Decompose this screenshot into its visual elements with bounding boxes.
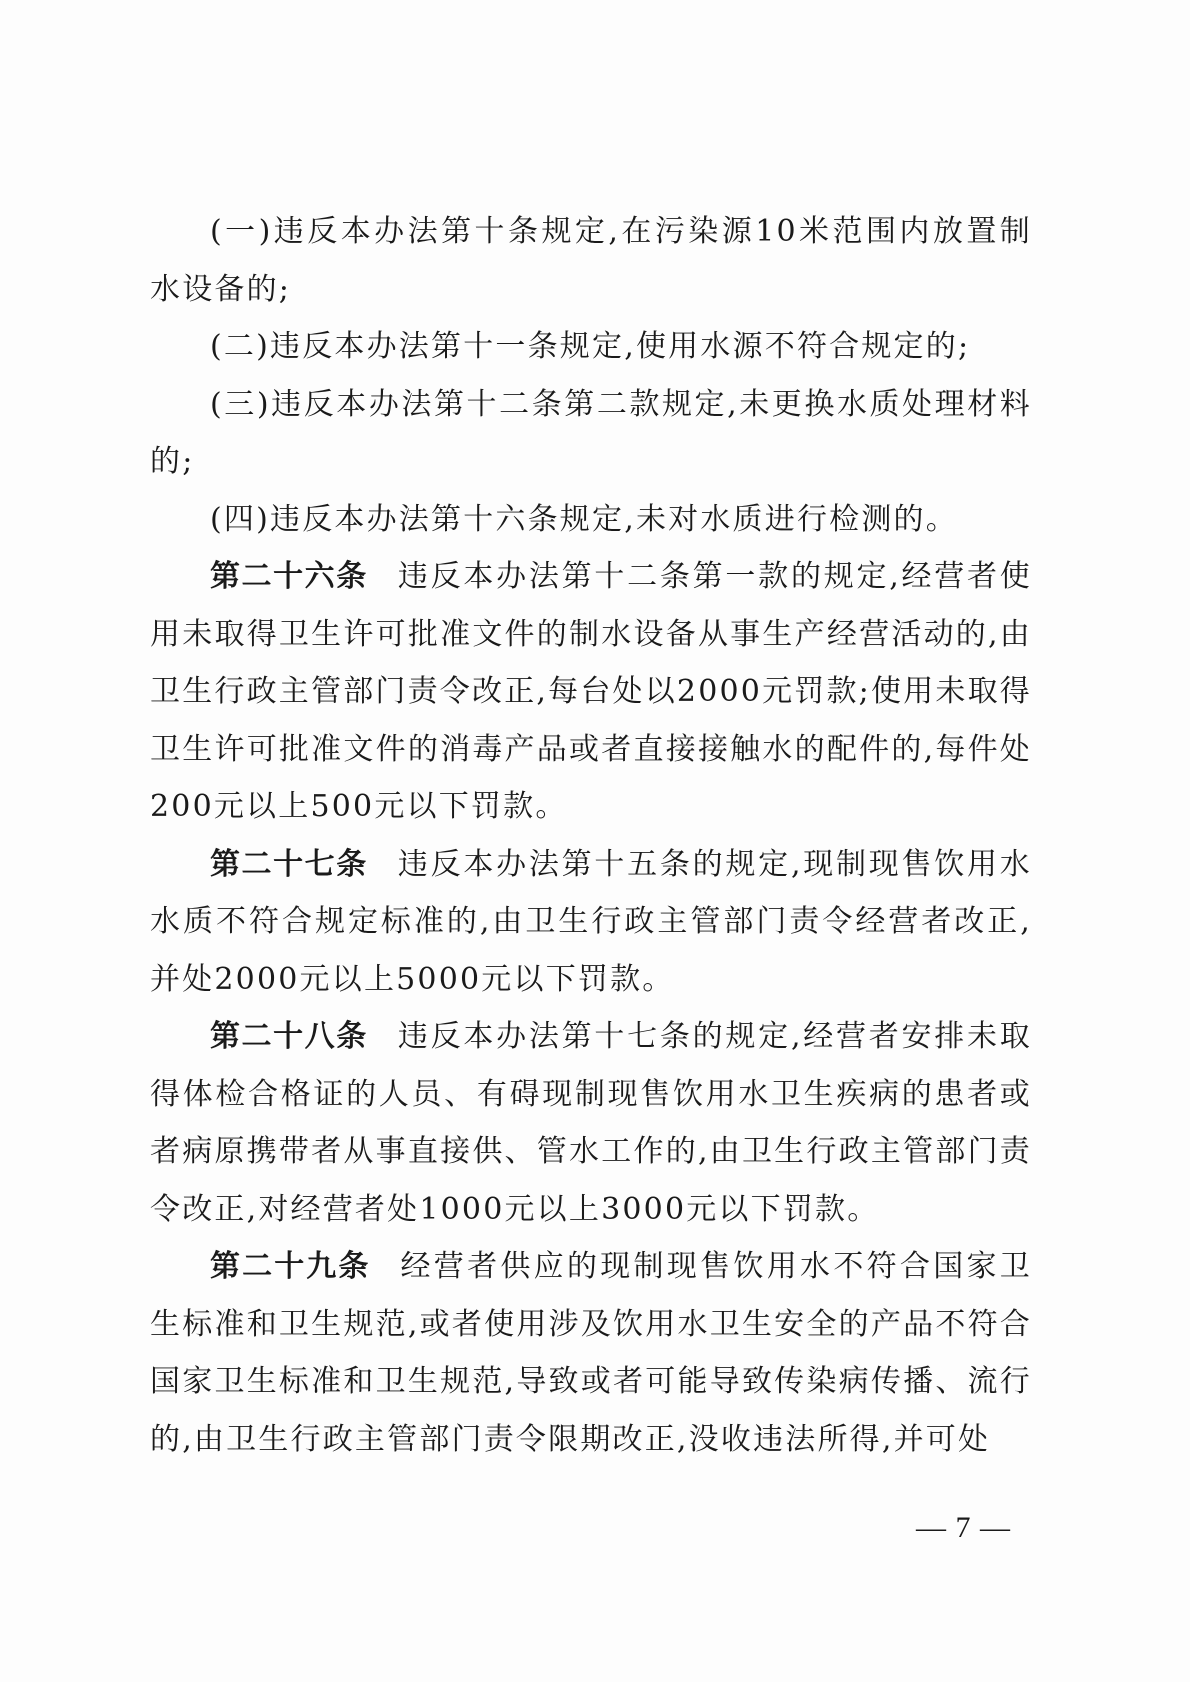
article-text: 经营者供应的现制现售饮用水不符合国家卫生标准和卫生规范,或者使用涉及饮用水卫生安全的产品不符合国家卫生标准和卫生规范,导致或者可能导致传染病传播、流行的,由卫生行政主管部门责令限期改正,没收违法所得,并可处	[150, 1249, 1032, 1457]
article-number: 第二十七条	[210, 846, 368, 882]
body-text	[150, 203, 1032, 1468]
article-number: 第二十九条	[210, 1249, 371, 1284]
list-item-3	[150, 376, 1032, 491]
item-text: (三)违反本办法第十二条第二款规定,未更换水质处理材料的;	[150, 386, 1032, 479]
article-29	[150, 1238, 1032, 1468]
item-text: (一)违反本办法第十条规定,在污染源10米范围内放置制水设备的;	[150, 214, 1032, 307]
article-28	[150, 1008, 1032, 1238]
article-text: 违反本办法第十五条的规定,现制现售饮用水水质不符合规定标准的,由卫生行政主管部门责令经营者改正,并处2000元以上5000元以下罚款。	[150, 846, 1032, 997]
page-number: — 7 —	[916, 1511, 1011, 1544]
list-item-2	[150, 318, 1032, 376]
article-26	[150, 548, 1032, 836]
list-item-4	[150, 491, 1032, 549]
article-27	[150, 836, 1032, 1009]
item-text: (四)违反本办法第十六条规定,未对水质进行检测的。	[210, 501, 958, 537]
list-item-1	[150, 203, 1032, 318]
item-text: (二)违反本办法第十一条规定,使用水源不符合规定的;	[210, 329, 971, 364]
article-number: 第二十六条	[210, 559, 368, 594]
article-text: 违反本办法第十二条第一款的规定,经营者使用未取得卫生许可批准文件的制水设备从事生产经营活动的,由卫生行政主管部门责令改正,每台处以2000元罚款;使用未取得卫生许可批准文件的消毒产品或者直接接触水的配件的,每件处200元以上500元以下罚款。	[150, 559, 1032, 824]
article-text: 违反本办法第十七条的规定,经营者安排未取得体检合格证的人员、有碍现制现售饮用水卫生疾病的患者或者病原携带者从事直接供、管水工作的,由卫生行政主管部门责令改正,对经营者处1000元以上3000元以下罚款。	[150, 1019, 1032, 1227]
article-number: 第二十八条	[210, 1019, 368, 1054]
